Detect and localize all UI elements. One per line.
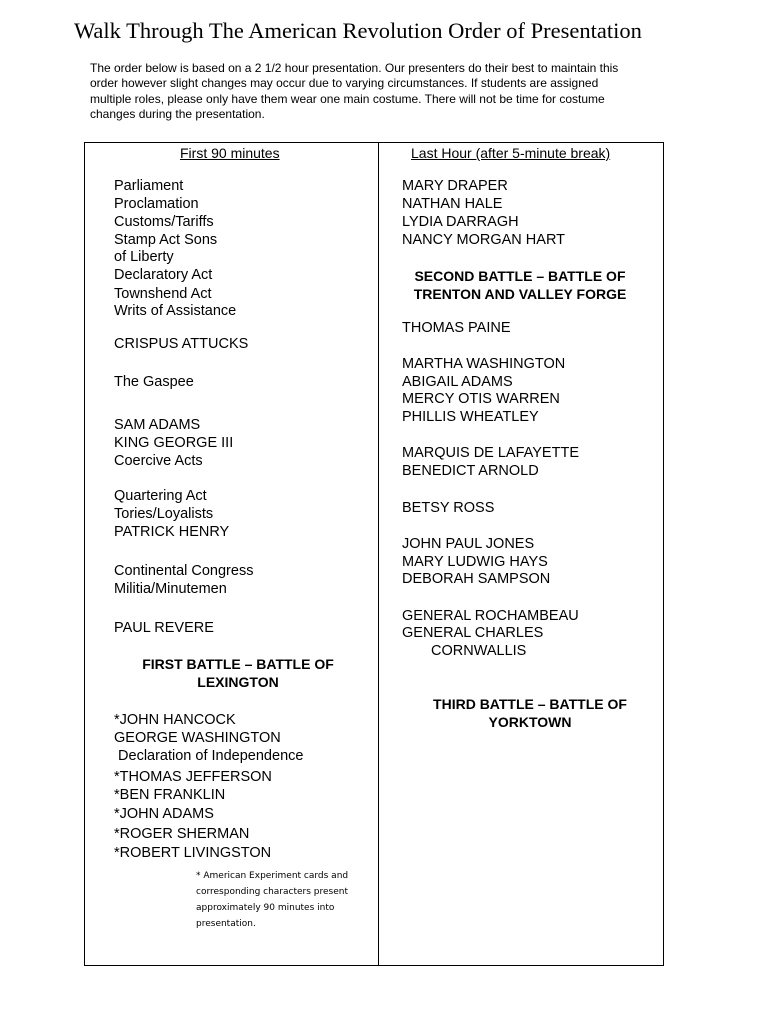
first-battle-heading [125,655,351,691]
list-item: of Liberty [114,249,174,265]
list-item: Proclamation [114,196,199,212]
list-item: LYDIA DARRAGH [402,214,519,230]
footnote [196,868,366,932]
intro-paragraph [90,61,660,122]
list-item: Quartering Act [114,488,207,504]
list-item: MARQUIS DE LAFAYETTE [402,445,579,461]
list-item: BETSY ROSS [402,500,495,516]
list-item: *JOHN ADAMS [114,806,214,822]
list-item: CORNWALLIS [431,643,527,659]
list-item: Parliament [114,178,184,194]
footnote-line: corresponding characters present [196,887,348,897]
battle-line: LEXINGTON [197,674,279,690]
battle-line: THIRD BATTLE – BATTLE OF [433,696,627,712]
list-item: GENERAL CHARLES [402,625,544,641]
footnote-line: * American Experiment cards and [196,871,349,881]
list-item: *JOHN HANCOCK [114,712,236,728]
list-item: *BEN FRANKLIN [114,787,226,803]
list-item: NANCY MORGAN HART [402,232,566,248]
list-item: The Gaspee [114,374,194,390]
intro-line: order however slight changes may occur due to varying circumstances. If students are assigned [90,76,599,91]
battle-line: FIRST BATTLE – BATTLE OF [142,656,334,672]
battle-line: SECOND BATTLE – BATTLE OF [414,268,626,284]
list-item: BENEDICT ARNOLD [402,463,539,479]
list-item: PATRICK HENRY [114,524,230,540]
list-item: Militia/Minutemen [114,581,227,597]
list-item: ABIGAIL ADAMS [402,374,513,390]
list-item: KING GEORGE III [114,435,234,451]
list-item: PHILLIS WHEATLEY [402,409,539,425]
footnote-line: presentation. [196,919,256,929]
list-item: MARY DRAPER [402,178,508,194]
list-item: MARTHA WASHINGTON [402,356,566,372]
third-battle-heading [385,695,675,731]
list-item: THOMAS PAINE [402,320,511,336]
list-item: Tories/Loyalists [114,506,214,522]
intro-line: multiple roles, please only have them wear one main costume. There will not be time for costume [90,91,605,106]
list-item: MERCY OTIS WARREN [402,391,560,407]
list-item: MARY LUDWIG HAYS [402,554,548,570]
list-item: *THOMAS JEFFERSON [114,769,272,785]
list-item: GEORGE WASHINGTON [114,730,281,746]
list-item: JOHN PAUL JONES [402,536,535,552]
list-item: Writs of Assistance [114,303,237,319]
page-title: Walk Through The American Revolution Order of Presentation [74,18,642,43]
list-item: PAUL REVERE [114,620,214,636]
list-item: Coercive Acts [114,453,203,469]
list-item: *ROGER SHERMAN [114,826,250,842]
list-item: GENERAL ROCHAMBEAU [402,608,579,624]
list-item: Continental Congress [114,563,254,579]
intro-line: The order below is based on a 2 1/2 hour presentation. Our presenters do their best to maintain this [90,61,619,75]
second-battle-heading [385,267,655,303]
list-item: DEBORAH SAMPSON [402,571,551,587]
battle-line: YORKTOWN [488,714,572,730]
column-divider [378,143,379,965]
list-item: Stamp Act Sons [114,232,218,248]
list-item: Declaratory Act [114,267,213,283]
list-item: SAM ADAMS [114,417,201,433]
right-column-heading: Last Hour (after 5-minute break) [411,145,611,161]
presentation-order-table [84,142,664,966]
list-item: Declaration of Independence [114,748,304,764]
intro-line: changes during the presentation. [90,106,265,121]
list-item: CRISPUS ATTUCKS [114,336,249,352]
list-item: Townshend Act [114,286,212,302]
list-item: NATHAN HALE [402,196,503,212]
footnote-line: approximately 90 minutes into [196,903,335,913]
list-item: Customs/Tariffs [114,214,214,230]
battle-line: TRENTON AND VALLEY FORGE [413,286,627,302]
left-column-heading: First 90 minutes [180,145,280,161]
list-item: *ROBERT LIVINGSTON [114,845,272,861]
